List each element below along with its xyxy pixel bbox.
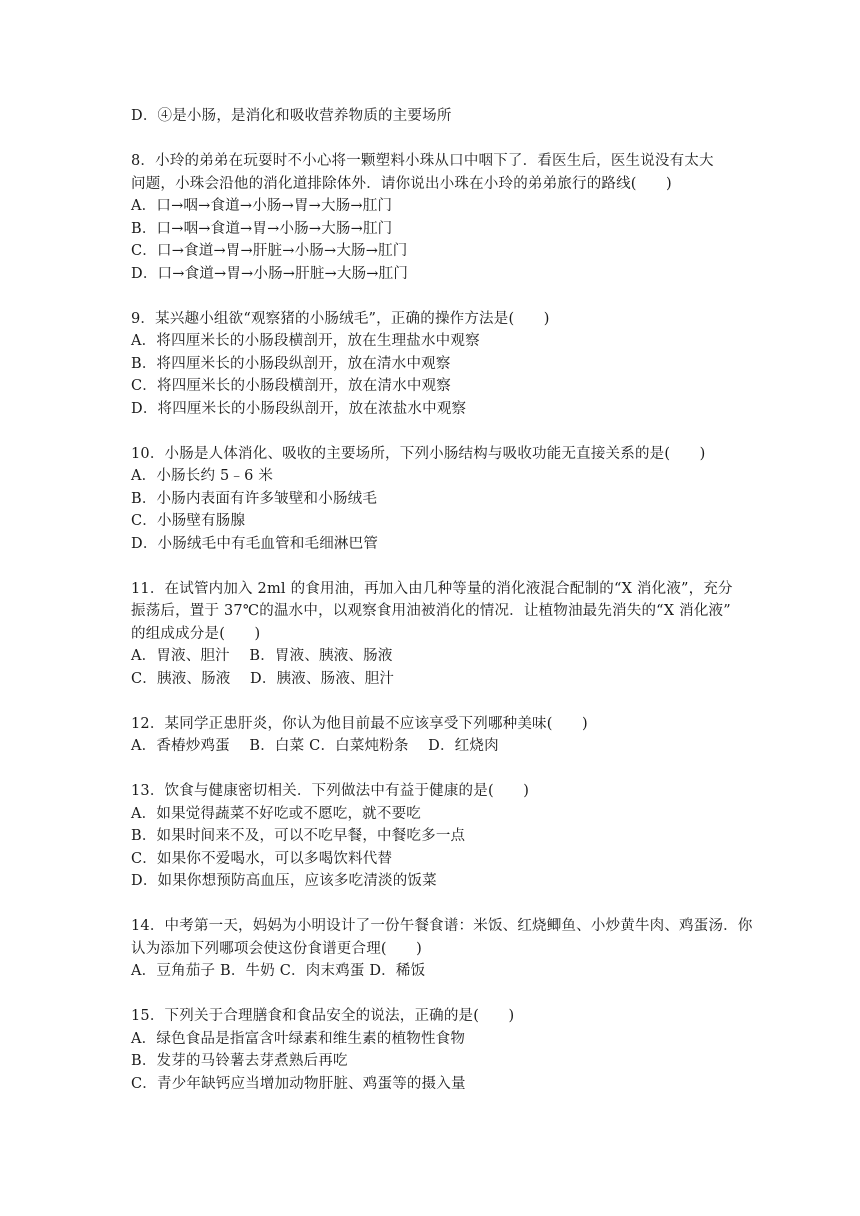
q13-option-a: A．如果觉得蔬菜不好吃或不愿吃，就不要吃 [131,806,421,822]
q10-stem: 10．小肠是人体消化、吸收的主要场所，下列小肠结构与吸收功能无直接关系的是( ) [131,446,706,462]
q10-option-a: A．小肠长约 5﹣6 米 [131,468,274,484]
q15-option-a: A．绿色食品是指富含叶绿素和维生素的植物性食物 [131,1031,466,1047]
q11-stem-line-3: 的组成成分是( ) [131,626,261,642]
q13-option-d: D．如果你想预防高血压，应该多吃清淡的饭菜 [131,873,437,889]
q14-stem-line-2: 认为添加下列哪项会使这份食谱更合理( ) [131,941,423,957]
q12-stem: 12．某同学正患肝炎，你认为他目前最不应该享受下列哪种美味( ) [131,716,588,732]
q9-option-b: B．将四厘米长的小肠段纵剖开，放在清水中观察 [131,356,451,372]
q9-option-d: D．将四厘米长的小肠段纵剖开，放在浓盐水中观察 [131,401,467,417]
q8-stem-line-1: 8．小玲的弟弟在玩耍时不小心将一颗塑料小珠从口中咽下了．看医生后，医生说没有太大 [131,153,714,169]
q7-option-d: D．④是小肠，是消化和吸收营养物质的主要场所 [131,108,452,124]
q15-option-c: C．青少年缺钙应当增加动物肝脏、鸡蛋等的摄入量 [131,1076,466,1092]
q9-option-a: A．将四厘米长的小肠段横剖开，放在生理盐水中观察 [131,333,480,349]
q15-stem: 15．下列关于合理膳食和食品安全的说法，正确的是( ) [131,1008,515,1024]
q10-option-c: C．小肠壁有肠腺 [131,513,246,529]
q15-option-b: B．发芽的马铃薯去芽煮熟后再吃 [131,1053,348,1069]
q13-option-c: C．如果你不爱喝水，可以多喝饮料代替 [131,851,393,867]
q14-stem-line-1: 14．中考第一天，妈妈为小明设计了一份午餐食谱：米饭、红烧鲫鱼、小炒黄牛肉、鸡蛋汤．你 [131,918,753,934]
q8-stem-line-2: 问题，小珠会沿他的消化道排除体外．请你说出小珠在小玲的弟弟旅行的路线( ) [131,176,672,192]
q11-options-ab: A．胃液、胆汁 B．胃液、胰液、肠液 [131,648,393,664]
q11-stem-line-1: 11．在试管内加入 2ml 的食用油，再加入由几种等量的消化液混合配制的“X 消化液”，充分 [131,581,733,597]
q11-stem-line-2: 振荡后，置于 37℃的温水中，以观察食用油被消化的情况．让植物油最先消失的“X 消化液” [131,603,731,619]
q8-option-d: D．口→食道→胃→小肠→肝脏→大肠→肛门 [131,266,409,282]
q11-options-cd: C．胰液、肠液 D．胰液、肠液、胆汁 [131,671,395,687]
q13-option-b: B．如果时间来不及，可以不吃早餐，中餐吃多一点 [131,828,466,844]
q13-stem: 13．饮食与健康密切相关．下列做法中有益于健康的是( ) [131,783,530,799]
q8-option-c: C．口→食道→胃→肝脏→小肠→大肠→肛门 [131,243,408,259]
q12-options: A．香椿炒鸡蛋 B．白菜 C．白菜炖粉条 D．红烧肉 [131,738,499,754]
q9-stem: 9．某兴趣小组欲“观察猪的小肠绒毛”，正确的操作方法是( ) [131,311,550,327]
q10-option-b: B．小肠内表面有许多皱壁和小肠绒毛 [131,491,378,507]
q9-option-c: C．将四厘米长的小肠段横剖开，放在清水中观察 [131,378,451,394]
q10-option-d: D．小肠绒毛中有毛血管和毛细淋巴管 [131,536,379,552]
q14-options: A．豆角茄子 B．牛奶 C．肉末鸡蛋 D．稀饭 [131,963,426,979]
q8-option-a: A．口→咽→食道→小肠→胃→大肠→肛门 [131,198,393,214]
q8-option-b: B．口→咽→食道→胃→小肠→大肠→肛门 [131,221,393,237]
